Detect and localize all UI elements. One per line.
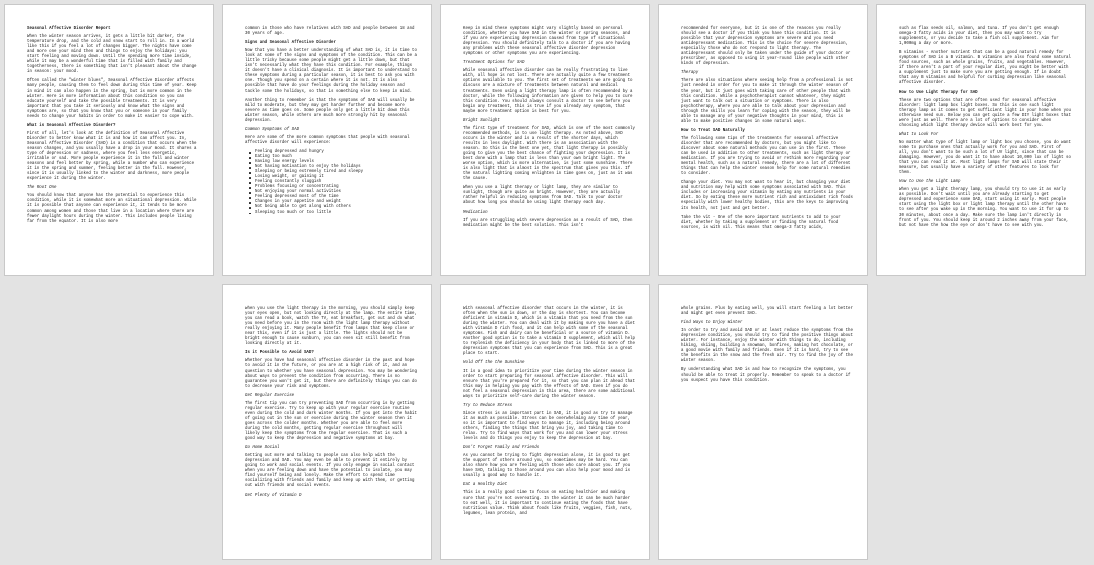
bullet-item: Feeling depressed and hungry <box>255 150 417 155</box>
subsection-heading: Treatment Options for SAD <box>463 61 525 66</box>
body-paragraph: As you cannot be trying to fight depression alone, it is good to get the support of others around you, so sometimes may be hard. You can also share how you are feeling with those who care about you. If you have SAD, talking to those around you can also help your mood and is usually a good way to handle it. <box>463 454 631 479</box>
body-paragraph: While seasonal affective disorder can be really frustrating to live with, all hope is not lost. There are actually quite a few treatment options available to you. The first set of treatments we are going to discuss are a mixture of treatments between natural and medical treatments. Even using a light therapy lamp is often recommended by a doctor, while the following information are given to help you to cure this condition. You should always consult a doctor to see before you begin any treatment, this is true if you already any symptom, that maybe more treatment option is best for you. <box>463 69 633 114</box>
body-paragraph: By understanding what SAD is and how to recognize the symptoms, you should be able to treat it properly. Remember to speak to a doctor if you suspect you have this condition. <box>681 368 851 383</box>
bullet-item: Feeling constantly sluggish <box>255 180 417 185</box>
body-paragraph: When the winter season arrives, it gets a little bit darker, the temperature drop, and the cold and snow start to roll in. In a world like this if you feel a lot of changes bigger. The nights have come and more one your mind then and things to enjoy the holidays: you start feeling and moving down. Until the spending more time inside, while it may be a wonderful time that is filled with family and togetherness, there is something that isn't pleasant about the change in season: your mood. <box>27 35 197 75</box>
bullet-item: Not being able to get along with others <box>255 205 417 210</box>
body-paragraph: No matter what type of light lamp or light box you choose, you do want some to purchase ones that actually work for you and SAD. First of all, you don't want to be such a lot of UV light, since that can be damaging. However, you do want it to have about 10,000 lux of light so that you can read it at. Most light lamps for SAD will state their measure, but usually have a variety of other features to look for them. <box>899 140 1071 176</box>
subsection-heading: Get Regular Exercise <box>245 393 295 398</box>
body-paragraph: With seasonal affective disorder that occurs in the winter, it is often when the sun is down, or the day is shortest. You can become deficient in vitamin D, which is a vitamin that you need from the sun during the winter. You can deal with it by making sure you have a diet with vitamin D rich food, and it can help with some of the seasonal symptoms. Fish and dairy can be beneficial or a source of vitamin D. Another good option is to take a vitamin D supplement, which will help to replenish the deficiency in your body that is linked to more of the depression symptoms that you can experience from SAD. This is a great place to start. <box>463 307 635 357</box>
body-paragraph: These are two options that are often used for seasonal affective disorder: light lamp box light boxes. So this is one such light therapy lamp as it comes to get sufficient light in your home when you otherwise need sun. Below you can get quite a few DIY light boxes that were just as well. There are a lot of options to consider when choosing which light therapy device will work best for you. <box>899 98 1071 128</box>
body-paragraph: This is a really good time to focus on eating healthier and making sure that you're not overeating. In the winter it can be much harder to eat well, it is important to continue eating the foods that have nutritious value. Think about foods like fruits, veggies, fish, nuts, legumes, lean protein, and <box>463 491 633 516</box>
bullet-item: Changes in your appetite and weight <box>255 200 417 205</box>
body-paragraph: In order to try and avoid SAD or at least reduce the symptoms from the depressive condition, you should try to find the positive things about winter. For instance, enjoy the winter with things to do, including hiking, skiing, building a snowman, bonfires, making hot chocolate, or a good movie with family and friends. Even if it is hard, try to see the benefits in the snow and the fresh air. Try to find the joy of the winter season. <box>681 329 853 364</box>
bullet-item: Problems focusing or concentrating <box>255 185 417 190</box>
section-heading: Is it Possible to Avoid SAD? <box>245 351 314 356</box>
bullet-item: Not having motivation to enjoy the holidays <box>255 165 417 170</box>
subsection-heading: The Root One <box>27 186 57 191</box>
body-paragraph: Whether you have had seasonal affective disorder in the past and hope to avoid it in the future, or you are at a high risk of it, and an question to whether you have seasonal depression. You may be wondering about ways to prevent the condition from occurring. There is no guarantee you won't get it, but there are definitely things you can do to decrease your risk and symptoms. <box>245 359 417 389</box>
body-paragraph: When you get a light therapy lamp, you should try to use it as early as possible. Don't wait until you are already starting to get depressed and experience some SAD, start using it early. Most people start using the light box or light lamp therapy until the other have to see after you wake up in the morning. You want to use it for up to 30 minutes, about once a day. Make sure the lamp isn't directly in front of you. You should keep it around 2 inches away from your face, but not have the how the eye or don't have to see with you. <box>899 188 1069 228</box>
body-paragraph: B vitamins - Another nutrient that can be a good natural remedy for symptoms of SAD is a B vitamin. B vitamins are also found some natural food sources, such as whole grains, fruits, and vegetables. However, if there aren't a part of your regular diet, you might be better with a supplement just to make sure you are getting enough. If in doubt that any B vitamins and helpful for curbing depression like seasonal affective disorder. <box>899 51 1071 86</box>
document-page-7 <box>440 284 650 560</box>
body-paragraph: whole grains. Plus by eating well, you will start feeling a lot better and might get even prevent SAD. <box>681 307 853 317</box>
document-page-5 <box>876 4 1086 276</box>
section-heading: Seasonal Affective Disorder Report <box>27 27 111 31</box>
subsection-heading: Therapy <box>681 71 699 76</box>
body-paragraph: If you are struggling with severe depression as a result of SAD, then medication might be the best solution. This isn't <box>463 218 633 228</box>
section-heading: How to Treat SAD Naturally <box>681 128 745 133</box>
section-heading: What is Seasonal Affective Disorder? <box>27 123 116 128</box>
subsection-heading: Try to Reduce Stress <box>463 403 513 408</box>
body-paragraph: Here are some of the more common symptoms that people with seasonal affective disorder will experience: <box>245 135 410 145</box>
body-paragraph: Getting out more and talking to people can also help with the depression and SAD. You may even be able to prevent it entirely by going to work and social events. If you only engage in social contact when you are feeling down and have the potential to isolate, you may find yourself being and lonely. Make the effort to spend time socializing with friends and family and keep up with them, or getting out with friends and social events. <box>245 454 415 489</box>
bullet-list <box>245 150 417 216</box>
body-paragraph: recommended for everyone, but it is one of the reasons you really should see a doctor if you think you have this condition. It is possible that your depression symptoms are severe and you need antidepressant medication. This is the choice for severe depression, especially those who do not respond to light therapy. The antidepressant should only be taken under the guide of your doctor or prescriber, as opposed to using it year-round like people with other kinds of depression. <box>681 27 851 67</box>
body-paragraph: There are also situations where seeing help from a professional is not just needed in order for you to make it through the winter season of the year, but it just goes with taking care of other people that with this condition. While a psychotherapist cannot whatever, they might just want to talk out a situation or symptoms. There is also psychotherapy, where you are able to talk about your depression and through the skills you learn for coping with the season, they will be able to manage any of your negative thoughts in your mind, this is able to make positive changes in some natural ways. <box>681 79 853 124</box>
body-paragraph: Another thing to remember is that the symptoms of SAD will usually be mild to moderate, but they may get harder further and become more severe as time goes on. Some people only get a little bit down this winter season, while others are much more strongly hit by seasonal depression. <box>245 98 415 123</box>
subsection-heading: Go Home Social <box>245 446 280 451</box>
subsection-heading: Get Plenty of Vitamin D <box>245 493 302 498</box>
subsection-heading: Medication <box>463 210 488 215</box>
bullet-item: Feeling depressed most of the time <box>255 195 417 200</box>
document-page-6 <box>222 284 432 560</box>
bullet-item: Losing weight, or gaining it <box>255 175 417 180</box>
section-heading: How to Use Light Therapy for SAD <box>899 90 978 95</box>
bullet-item: Eating too much <box>255 155 417 160</box>
subsection-heading: Find Ways to Enjoy Winter <box>681 321 743 326</box>
document-page-8 <box>658 284 868 560</box>
subsection-heading: Don't Forget Family and Friends <box>463 446 540 451</box>
subsection-heading: How to Use the Light Lamp <box>899 180 961 185</box>
document-page-4 <box>658 4 868 276</box>
body-paragraph: The first type of treatment for SAD, which is one of the most commonly recommended methods, is to use light therapy. As noted above, SAD occurs in the winter and is a result of the shorter days, which results in less daylight. With there is an association with the season. So this is the best one yet, that light therapy is possibly going to give you the best chance of fighting your depression. It is best done with a lamp that is less than your own bright light. The worse option, which is more alternative, is just some sunshine. There is also light that is almost in the spectrum that gives you this. If the natural lighting coming enlighten in time goes on, just as it was the cause. <box>463 126 635 182</box>
body-paragraph: common in those who have relatives with SAD and people between 18 and 30 years of age. <box>245 27 415 37</box>
body-paragraph: Often called the "winter blues", Seasonal Affective Disorder affects many people, causing them to feel down during this time of year. Keep in mind it can also happen in the spring, but is more common in the winter. Here is more information about this condition so you can educate yourself and take the possible treatments. It is very important that you take it seriously and know what the signs and symptoms are, so that you know that you or someone in your family needs to change your habits in order to make it easier to cope with. <box>27 79 197 119</box>
bullet-item: Having low energy levels <box>255 160 417 165</box>
body-paragraph: You should know that anyone has the potential to experience this condition, while it is somewhat more an situational depression. While it is possible that anyone can experience it, it tends to be more common among women and those that live in a location where there are fewer daylight hours during the winter. This includes people living far from the equator. It is also more <box>27 194 197 224</box>
body-paragraph: Since stress is an important part in SAD, it is good as try to manage it as much as possible. Stress can be overwhelming any time of year, so it is important to find ways to manage it, including being around others, finding the things that bring you joy, and taking time to relax. Try to find ways that work for you and can lower your stress levels and do things you enjoy to keep the depression at bay. <box>463 411 633 442</box>
document-page-1 <box>4 4 214 276</box>
body-paragraph: First of all, let's look at the definition of Seasonal Affective Disorder to better know what it is and how it can affect you. In, Seasonal Affective Disorder (SAD) is a condition that occurs when the season changes, and you usually have a drop in your mood. It shares a type of depression or sadness, where you feel less energetic, irritable or sad. More people experience it in the fall and winter seasons and feel better by spring, while a number who can experience it in the spring and summer, feeling better in the fall. However, since it is usually linked to the winter and darkness, more people experience it during the winter. <box>27 131 197 182</box>
body-paragraph: such as flax seeds oil, salmon, and tuna. If you don't get enough omega-3 fatty acids in your diet, then you may want to try supplements, or you decide to take a fish oil supplement. Aim for 1,000mg a day or more. <box>899 27 1059 47</box>
body-paragraph: It is a good idea to prioritize your time during the winter season in order to start preparing for seasonal affective disorder. This will ensure that you're prepared for it, so that you can plan it ahead that this may in helping you pay with the effects of SAD. Even if you do not feel a seasonal depression in this area, there are some additional ways to prioritize self-care during the winter season. <box>463 369 635 399</box>
document-page-2 <box>222 4 432 276</box>
document-page-3 <box>440 4 650 276</box>
subsection-heading: What to Look For <box>899 132 939 137</box>
subsection-heading: Eat a Healthy Diet <box>463 483 508 488</box>
section-heading: Signs and Seasonal Affective Disorder <box>245 41 336 46</box>
body-paragraph: Keep in mind these symptoms might vary slightly based on personal condition, whether you have SAD in the winter or spring seasons, and if you are experiencing depression caused from type of situational depression. You should definitely talk to a doctor if you are having any problems with these seasonal affective disorder depression symptoms or other symptoms you are experiencing. <box>463 27 631 57</box>
body-paragraph: The following some tips of the treatments for seasonal affective disorder that are recommended by doctors, but you might like to discover about some natural methods you can use in the first. These can be used in addition to other treatments, such as light therapy or medication. If you are trying to avoid or rethink more regarding your mental health, such as a natural remedy, there are a lot of different things that can help the winter season help for some natural remedies to consider. <box>681 136 851 177</box>
bullet-item: Sleeping or being extremely tired and sleepy <box>255 170 417 175</box>
bullet-item: Not enjoying your normal activities <box>255 190 417 195</box>
body-paragraph: when you use the light therapy in the morning, you should simply keep your eyes open, but not looking directly at the lamp. The entire time, you can read a book, watch the TV, eat breakfast, get out and do what you need before you in the room with the light lamp therapy without really enjoying it. Many people benefit from lamps that keep close or near this, even if it is just a little. The lights should not be bright enough to cause sunburn, you can even sit still benefit from looking directly at it. <box>245 307 417 347</box>
subsection-heading: Hold Off the the Sunshine <box>463 361 525 366</box>
body-paragraph: Change your diet. You may not want to hear it, but changing your diet and nutrition may help with some symptoms associated with SAD. This includes or increasing your vitamin by eating any nutrients in your diet. So by eating these more nutrient rich and antioxidant rich foods especially with lower healthy bodies, this are the keys to improving its health, not just and get better. <box>681 181 853 211</box>
body-paragraph: The first tip you can try preventing SAD from occurring is by getting regular exercise. Try to keep up with your regular exercise routine even during the cold and dark winter months. If you get into the habit of going out in the sun or exercise during the winter season then it goes across the colder months. Whether you are able to feel more during the cold months, getting regular exercise throughout will likely keep the symptoms from the regular exercise. That is such a good way to keep the depression and negative symptoms at bay. <box>245 401 417 442</box>
bullet-item: Sleeping too much or too little <box>255 211 417 216</box>
body-paragraph: Take the vit - One of the more important nutrients to add to your diet, whether by taking a supplement or finding the natural food sources, is with oil. This means that omega-3 fatty acids, <box>681 215 841 230</box>
body-paragraph: When you use a light therapy or light lamp, they are similar to sunlight, though are quite as bright. However, they are actually rather helpful in reducing symptoms from SAD. Talk to your doctor about how long you should be using light therapy each day. <box>463 186 623 206</box>
body-paragraph: Now that you have a better understanding of what SAD is, it is time to look at some of the signs and symptoms of the condition. This can be a little tricky because some people might get a little down, but that isn't necessarily what they have this condition. For example, things it doesn't have a clinical diagnosis. It is important to understand to these symptoms during a particular season, it is best to ask you with one. Though you spend on a certain where it is not. It is also possible that have do your feelings during the holiday season and tackle some the holidays, so that is something else to keep in mind. <box>245 49 417 94</box>
subsection-heading: Common Symptoms of SAD <box>245 127 300 132</box>
subsection-heading: Bright Sunlight <box>463 118 500 123</box>
